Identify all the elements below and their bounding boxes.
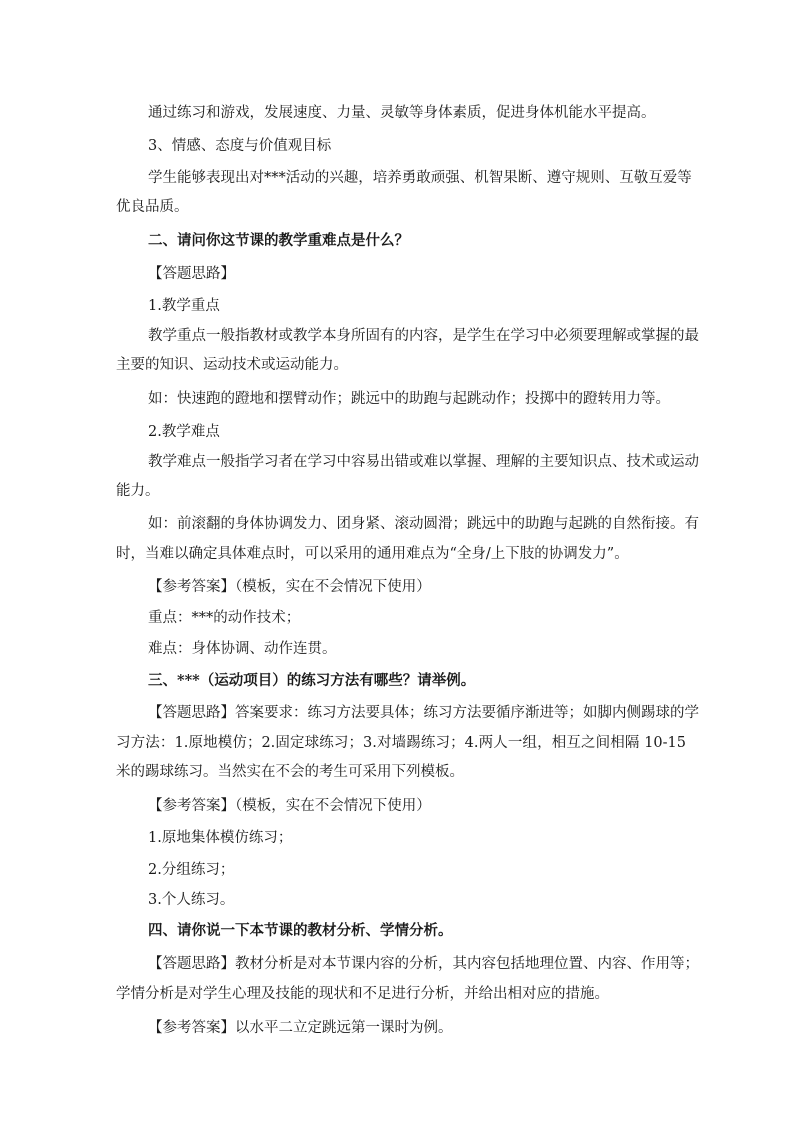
paragraph-line: 如：前滚翻的身体协调发力、团身紧、滚动圆滑；跳远中的助跑与起跳的自然衔接。有	[148, 516, 699, 532]
section-heading: 三、***（运动项目）的练习方法有哪些？请举例。	[148, 672, 476, 689]
label-line: 【答题思路】	[148, 266, 235, 282]
paragraph-line: 【参考答案】以水平二立定跳远第一课时为例。	[148, 1020, 453, 1036]
paragraph-line: 习方法：1.原地模仿；2.固定球练习；3.对墙踢练习；4.两人一组，相互之间相隔 10-15	[116, 735, 686, 751]
section-heading: 二、请问你这节课的教学重难点是什么？	[148, 232, 409, 249]
paragraph-line: 【答题思路】教材分析是对本节课内容的分析，其内容包括地理位置、内容、作用等；	[148, 956, 699, 972]
paragraph-line: 难点：身体协调、动作连贯。	[148, 641, 337, 657]
section-heading: 四、请你说一下本节课的教材分析、学情分析。	[148, 922, 453, 939]
subheading-line: 1.教学重点	[148, 298, 220, 314]
paragraph-line: 主要的知识、运动技术或运动能力。	[116, 357, 348, 373]
paragraph-line: 教学重点一般指教材或教学本身所固有的内容，是学生在学习中必须要理解或掌握的最	[148, 328, 699, 344]
paragraph-line: 【答题思路】答案要求：练习方法要具体；练习方法要循序渐进等；如脚内侧踢球的学	[148, 705, 699, 721]
label-line: 【参考答案】（模板，实在不会情况下使用）	[148, 579, 431, 595]
subheading-line: 3、情感、态度与价值观目标	[148, 138, 332, 154]
paragraph-line: 米的踢球练习。当然实在不会的考生可采用下列模板。	[116, 764, 464, 780]
list-item: 2.分组练习；	[148, 862, 235, 878]
paragraph-line: 如：快速跑的蹬地和摆臂动作；跳远中的助跑与起跳动作；投掷中的蹬转用力等。	[148, 391, 670, 407]
list-item: 3.个人练习。	[148, 892, 235, 908]
subheading-line: 2.教学难点	[148, 424, 220, 440]
paragraph-line: 重点：***的动作技术；	[148, 610, 301, 626]
paragraph-line: 学生能够表现出对***活动的兴趣，培养勇敢顽强、机智果断、遵守规则、互敬互爱等	[148, 170, 692, 186]
paragraph-line: 学情分析是对学生心理及技能的现状和不足进行分析，并给出相对应的措施。	[116, 986, 609, 1002]
paragraph-line: 教学难点一般指学习者在学习中容易出错或难以掌握、理解的主要知识点、技术或运动	[148, 454, 699, 470]
paragraph-line: 通过练习和游戏，发展速度、力量、灵敏等身体素质，促进身体机能水平提高。	[148, 105, 656, 121]
label-line: 【参考答案】（模板，实在不会情况下使用）	[148, 798, 431, 814]
paragraph-line: 优良品质。	[116, 199, 189, 215]
list-item: 1.原地集体模仿练习；	[148, 830, 293, 846]
paragraph-line: 能力。	[116, 483, 160, 499]
paragraph-line: 时，当难以确定具体难点时，可以采用的通用难点为“全身/上下肢的协调发力”。	[116, 546, 629, 562]
